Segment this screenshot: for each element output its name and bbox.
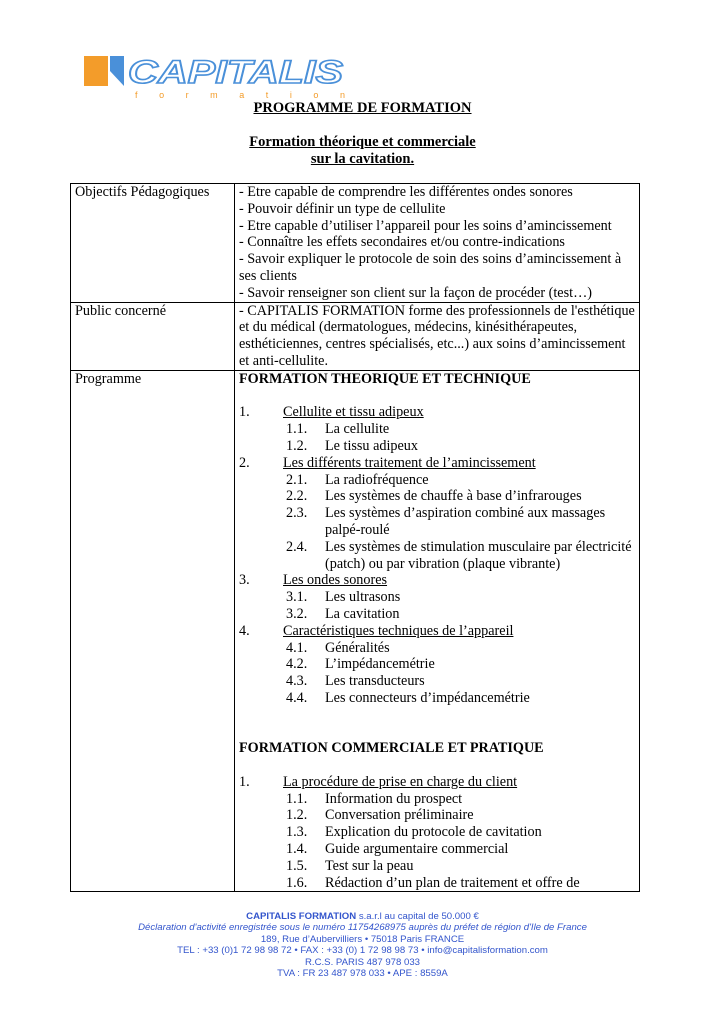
sub-item [239,673,635,690]
item-number: 3. [239,572,250,589]
sub-number: 1.1. [286,421,308,438]
item-number: 4. [239,622,250,639]
sub-text: L’impédancemétrie [325,656,435,673]
sub-number: 1.6. [286,874,308,891]
sub-item [239,841,635,858]
item-number: 1. [239,404,250,421]
sub-item [239,791,635,808]
sub-item [239,589,635,606]
sub-text: La cellulite [325,421,390,438]
sub-number: 2.2. [286,488,308,505]
list-item [239,572,635,589]
label-objectifs: Objectifs Pédagogiques [71,184,235,303]
item-title: Les ondes sonores [283,572,388,589]
sub-text: Rédaction d’un plan de traitement et offre de [325,874,580,891]
item-number: 2. [239,454,250,471]
public-text: - CAPITALIS FORMATION forme des professionnels de l'esthétique et du médical (dermatologues, médecins, kinésithérapeutes, esthéticiennes, centres spécialisés, etc...) aux soins d’amincissement et anti-cellulite. [235,302,640,370]
capitalis-logo [80,53,350,103]
logo-blue-chevron [110,56,124,86]
sub-item [239,472,635,489]
logo-brand-text: CAPITALIS [128,54,344,90]
item-title: La procédure de prise en charge du client [283,773,518,790]
sub-number: 3.2. [286,605,308,622]
logo-orange-square [84,56,108,86]
footer-tva: TVA : FR 23 487 978 033 • APE : 8559A [277,968,448,980]
row-public [71,302,640,370]
sub-item [239,824,635,841]
sub-text: Les systèmes d’aspiration combiné aux massages palpé-roulé [325,505,606,538]
objectif-item: - Etre capable d’utiliser l’appareil pour les soins d’amincissement [239,217,612,234]
sub-number: 2.4. [286,538,308,555]
label-programme: Programme [71,370,235,892]
sub-number: 1.1. [286,790,308,807]
sub-item [239,488,635,505]
sub-item [239,421,635,438]
footer-company-line [0,911,725,922]
sub-text: Conversation préliminaire [325,807,474,824]
programme-content [235,370,640,892]
subtitle-line1: Formation théorique et commerciale [249,134,476,150]
footer-declaration: Déclaration d'activité enregistrée sous le numéro 11754268975 auprès du préfet de région d'Ile de France [138,922,587,934]
sub-text: Explication du protocole de cavitation [325,824,542,841]
footer-company: CAPITALIS FORMATION [246,911,357,922]
sub-number: 2.3. [286,505,308,522]
item-number: 1. [239,773,250,790]
sub-number: 3.1. [286,589,308,606]
sub-text: Les systèmes de stimulation musculaire par électricité (patch) ou par vibration (plaque vibrante) [325,538,632,572]
objectifs-list [235,184,640,303]
section-title-theorique: FORMATION THEORIQUE ET TECHNIQUE [239,370,531,387]
footer-capital: s.a.r.l au capital de 50.000 € [358,911,479,922]
logo-tagline: f o r m a t i o n [135,90,345,100]
sub-item [239,690,635,707]
sub-text: Le tissu adipeux [325,437,418,454]
objectif-item: - Etre capable de comprendre les différentes ondes sonores [239,184,573,200]
sub-number: 4.3. [286,673,308,690]
label-public: Public concerné [71,302,235,370]
sub-number: 1.2. [286,437,308,454]
sub-item [239,875,635,892]
sub-item [239,656,635,673]
sub-item [239,640,635,657]
row-objectifs [71,184,640,303]
sub-number: 2.1. [286,471,308,488]
footer-rcs: R.C.S. PARIS 487 978 033 [304,956,420,968]
sub-text: Information du prospect [325,790,463,807]
sub-item [239,858,635,875]
objectif-item: - Connaître les effets secondaires et/ou contre-indications [239,234,565,251]
sub-number: 1.2. [286,807,308,824]
sub-number: 1.4. [286,841,308,858]
sub-text: Les connecteurs d’impédancemétrie [325,689,530,706]
footer-contact: TEL : +33 (0)1 72 98 98 72 • FAX : +33 (0) 1 72 98 98 73 • info@capitalisformation.com [177,945,548,957]
sub-number: 4.2. [286,656,308,673]
list-item [239,455,635,472]
sub-text: La radiofréquence [325,471,429,488]
sub-item [239,438,635,455]
item-title: Cellulite et tissu adipeux [283,404,424,421]
objectif-item: - Pouvoir définir un type de cellulite [239,200,446,217]
item-title: Les différents traitement de l’amincissement [283,454,536,471]
sub-number: 1.5. [286,857,308,874]
item-title: Caractéristiques techniques de l’appareil [283,622,514,639]
sub-text: La cavitation [325,605,400,622]
list-item [239,623,635,640]
list-item [239,774,635,791]
objectif-item: - Savoir expliquer le protocole de soin des soins d’amincissement à ses clients [239,251,622,284]
page-footer [0,911,725,979]
sub-item [239,807,635,824]
sub-text: Généralités [325,639,390,656]
programme-table [70,183,640,892]
row-programme [71,370,640,892]
section-title-commerciale: FORMATION COMMERCIALE ET PRATIQUE [239,740,544,757]
footer-address: 189, Rue d’Aubervilliers • 75018 Paris FRANCE [260,933,465,945]
sub-text: Guide argumentaire commercial [325,841,509,858]
list-item [239,404,635,421]
sub-number: 4.4. [286,689,308,706]
logo-graphic [80,53,350,103]
page-title: PROGRAMME DE FORMATION [253,100,472,116]
sub-item [239,505,635,539]
sub-text: Les systèmes de chauffe à base d’infrarouges [325,488,582,505]
sub-number: 4.1. [286,639,308,656]
sub-item [239,606,635,623]
sub-text: Les transducteurs [325,673,425,690]
sub-item [239,539,635,573]
sub-text: Test sur la peau [325,857,414,874]
objectif-item: - Savoir renseigner son client sur la façon de procéder (test…) [239,284,592,301]
subtitle-line2: sur la cavitation. [310,151,415,167]
sub-text: Les ultrasons [325,589,401,606]
sub-number: 1.3. [286,824,308,841]
